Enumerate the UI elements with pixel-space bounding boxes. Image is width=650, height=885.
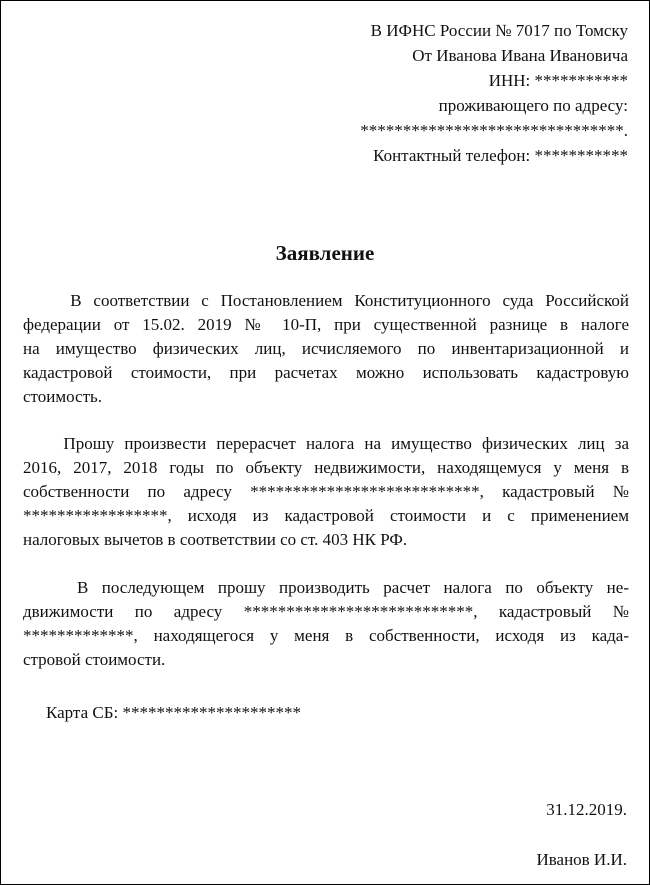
address-label: проживающего по адресу: [438,96,628,115]
paragraph-3 [23,576,629,672]
paragraph-line: налоговых вычетов в соответствии со ст. 403 НК РФ. [23,530,408,549]
paragraph-line: федерации от 15.02. 2019 № 10-П, при существенной разнице в налоге [23,315,629,334]
paragraph-line: движимости по адресу ***************************, кадастровый № [23,602,629,621]
paragraph-line: стровой стоимости. [23,650,166,669]
sender-name: От Иванова Ивана Ивановича [412,46,628,65]
paragraph-1 [23,289,629,409]
paragraph-2 [23,432,629,552]
signature: Иванов И.И. [536,850,627,869]
phone-line: Контактный телефон: *********** [373,146,628,165]
paragraph-line: 2016, 2017, 2018 годы по объекту недвижимости, находящемуся у меня в [23,458,629,477]
paragraph-line: кадастровой стоимости, при расчетах можно использовать кадастровую [23,363,629,382]
address-value: *******************************. [360,121,628,140]
bank-card-line: Карта СБ: ********************* [46,703,301,722]
document-date: 31.12.2019. [546,800,627,819]
paragraph-line: *************, находящегося у меня в собственности, исходя из када- [23,626,629,645]
paragraph-line: на имущество физических лиц, исчисляемого по инвентаризационной и [23,339,629,358]
paragraph-line: В соответствии с Постановлением Конституционного суда Российской [23,291,629,310]
inn-line: ИНН: *********** [488,71,628,90]
paragraph-line: стоимость. [23,387,103,406]
paragraph-line: В последующем прошу производить расчет налога по объекту не- [23,578,629,597]
addressee-header [28,18,628,168]
document-title: Заявление [275,241,375,265]
paragraph-line: Прошу произвести перерасчет налога на имущество физических лиц за [23,434,629,453]
addressee-line: В ИФНС России № 7017 по Томску [370,21,628,40]
paragraph-line: *****************, исходя из кадастровой стоимости и с применением [23,506,629,525]
paragraph-line: собственности по адресу ***************************, кадастровый № [23,482,629,501]
